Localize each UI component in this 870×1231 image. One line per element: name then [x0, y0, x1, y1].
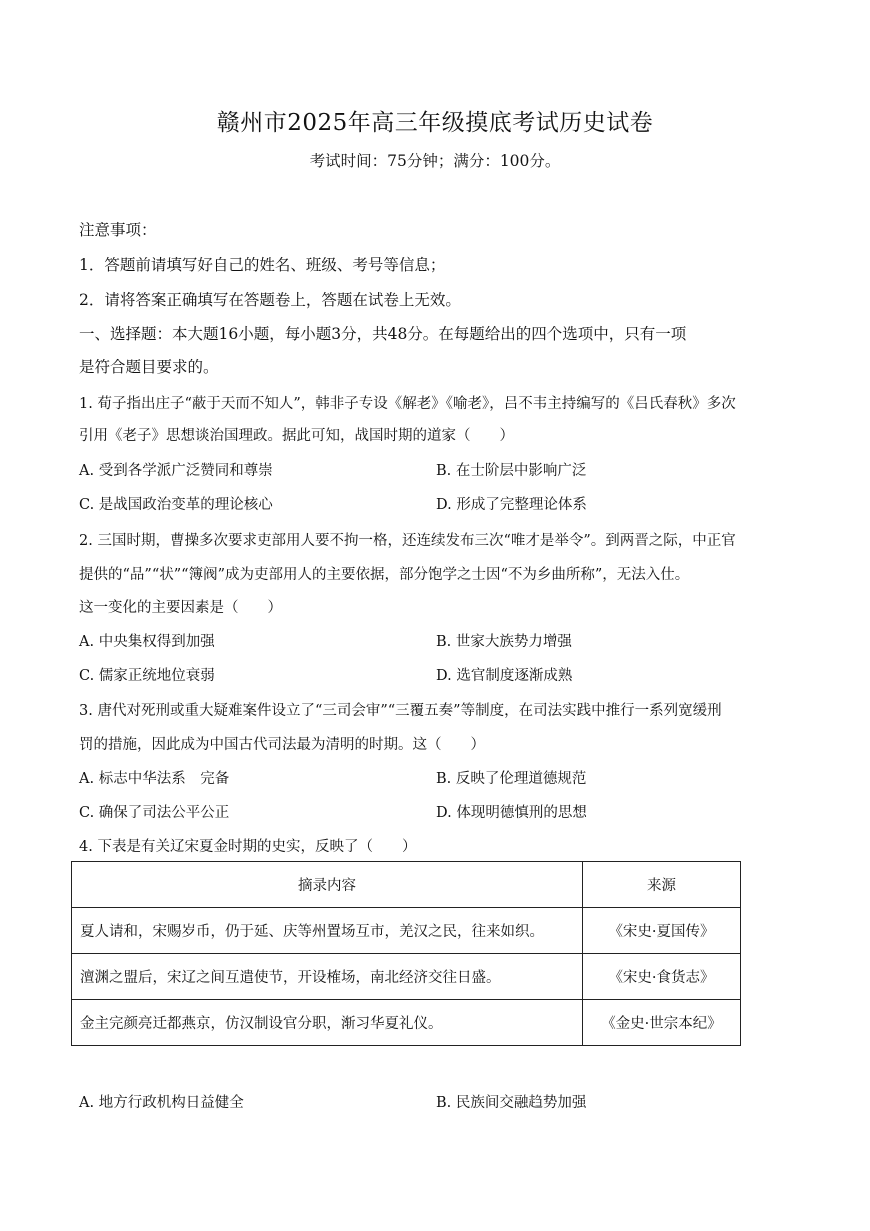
- question-4-option-a: A. 地方行政机构日益健全: [79, 1095, 244, 1111]
- table-row: [72, 1000, 741, 1046]
- question-2-option-a: A. 中央集权得到加强: [79, 634, 215, 650]
- exam-subtitle: 考试时间：75分钟；满分：100分。: [309, 152, 561, 170]
- table-cell-source: 《宋史·夏国传》: [583, 908, 741, 954]
- question-1-text: 1. 荀子指出庄子“蔽于天而不知人”，韩非子专设《解老》《喻老》，吕不韦主持编写的《吕氏春秋》多次: [79, 396, 736, 412]
- question-2-option-d: D. 选官制度逐渐成熟: [436, 668, 573, 684]
- question-1-option-c: C. 是战国政治变革的理论核心: [79, 497, 273, 513]
- question-4-text: 4. 下表是有关辽宋夏金时期的史实，反映了（ ）: [79, 839, 417, 855]
- question-2-option-c: C. 儒家正统地位衰弱: [79, 668, 215, 684]
- table-cell-source: 《金史·世宗本纪》: [583, 1000, 741, 1046]
- exam-title: 赣州市2025年高三年级摸底考试历史试卷: [216, 110, 654, 136]
- notes-heading: 注意事项：: [79, 221, 157, 239]
- question-3-text: 3. 唐代对死刑或重大疑难案件设立了“三司会审”“三覆五奏”等制度，在司法实践中推行一系列宽缓刑: [79, 703, 722, 719]
- question-2-text: 提供的“品”“状”“簿阀”成为吏部用人的主要依据，部分饱学之士因“不为乡曲所称”，无法入仕。: [79, 567, 690, 583]
- question-3-option-a: A. 标志中华法系 完备: [79, 771, 230, 787]
- table-row: [72, 954, 741, 1000]
- question-2-text: 这一变化的主要因素是（ ）: [79, 600, 282, 616]
- table-cell-content: 夏人请和，宋赐岁币，仍于延、庆等州置场互市，羌汉之民，往来如织。: [72, 908, 583, 954]
- table-cell-content: 澶渊之盟后，宋辽之间互遣使节，开设榷场，南北经济交往日盛。: [72, 954, 583, 1000]
- note-item: 1．答题前请填写好自己的姓名、班级、考号等信息；: [79, 256, 446, 274]
- note-item: 2．请将答案正确填写在答题卷上，答题在试卷上无效。: [79, 291, 461, 309]
- table-cell-source: 《宋史·食货志》: [583, 954, 741, 1000]
- question-3-option-c: C. 确保了司法公平公正: [79, 805, 230, 821]
- table-row: [72, 908, 741, 954]
- question-2-text: 2. 三国时期，曹操多次要求吏部用人要不拘一格，还连续发布三次“唯才是举令”。到两晋之际，中正官: [79, 533, 736, 549]
- table-header-source: 来源: [583, 862, 741, 908]
- table-header-content: 摘录内容: [72, 862, 583, 908]
- question-3-option-d: D. 体现明德慎刑的思想: [436, 805, 587, 821]
- question-2-option-b: B. 世家大族势力增强: [436, 634, 572, 650]
- table-header-row: [72, 862, 741, 908]
- section-instructions: 一、选择题：本大题16小题，每小题3分，共48分。在每题给出的四个选项中，只有一项: [79, 325, 687, 343]
- table-cell-content: 金主完颜亮迁都燕京，仿汉制设官分职，渐习华夏礼仪。: [72, 1000, 583, 1046]
- question-4-option-b: B. 民族间交融趋势加强: [436, 1095, 587, 1111]
- section-instructions: 是符合题目要求的。: [79, 358, 219, 376]
- question-1-option-d: D. 形成了完整理论体系: [436, 497, 587, 513]
- question-4-table: [71, 861, 741, 1046]
- question-3-option-b: B. 反映了伦理道德规范: [436, 771, 587, 787]
- question-1-text: 引用《老子》思想谈治国理政。据此可知，战国时期的道家（ ）: [79, 428, 514, 444]
- question-1-option-a: A. 受到各学派广泛赞同和尊崇: [79, 463, 273, 479]
- question-1-option-b: B. 在士阶层中影响广泛: [436, 463, 587, 479]
- question-3-text: 罚的措施，因此成为中国古代司法最为清明的时期。这（ ）: [79, 737, 485, 753]
